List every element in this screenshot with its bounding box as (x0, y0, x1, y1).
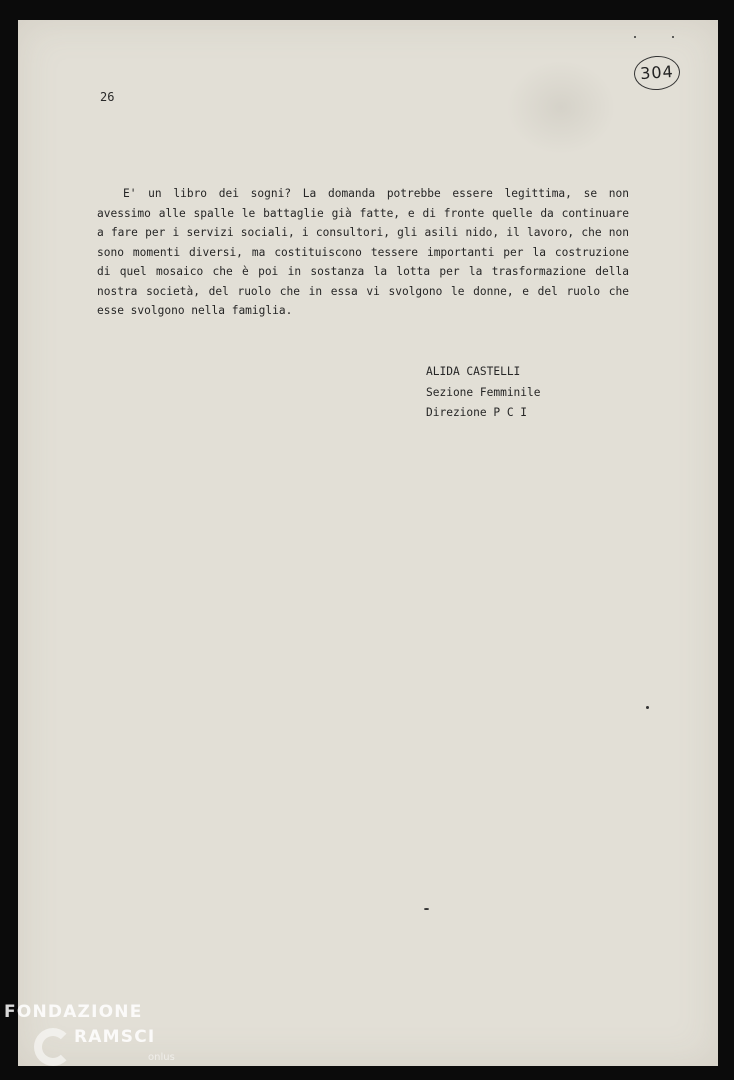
signature-name: ALIDA CASTELLI (426, 365, 521, 378)
body-paragraph: E' un libro dei sogni? La domanda potrebbe essere legittima, se non avessimo alle spalle le battaglie già fatte, e di fronte quelle da continuare a fare per i servizi sociali, i consultori, gli asili nido, il lavoro, che non sono momenti diversi, ma costituiscono tessere importanti per la costruzione di quel mosaico che è poi in sostanza la lotta per la trasformazione della nostra società, del ruolo che in essa vi svolgono le donne, e del ruolo che esse svolgono nella famiglia. (97, 187, 629, 317)
ink-speck (646, 706, 649, 709)
signature-section: Sezione Femminile (426, 385, 541, 399)
bleed-through-mark (506, 60, 616, 155)
page-number: 26 (100, 90, 115, 104)
page-marks (632, 34, 682, 40)
signature-direction: Direzione P C I (426, 406, 528, 419)
ink-speck (424, 908, 429, 910)
archive-number-stamp: 304 (633, 54, 681, 91)
watermark-line-1: FONDAZIONE (4, 1002, 143, 1022)
watermark-line-3: onlus (148, 1052, 175, 1063)
fondazione-gramsci-watermark (4, 1000, 204, 1076)
document-page (18, 20, 718, 1066)
signature-block (426, 362, 541, 424)
watermark-line-2: RAMSCI (74, 1027, 156, 1047)
gramsci-g-logo-icon (34, 1028, 72, 1066)
